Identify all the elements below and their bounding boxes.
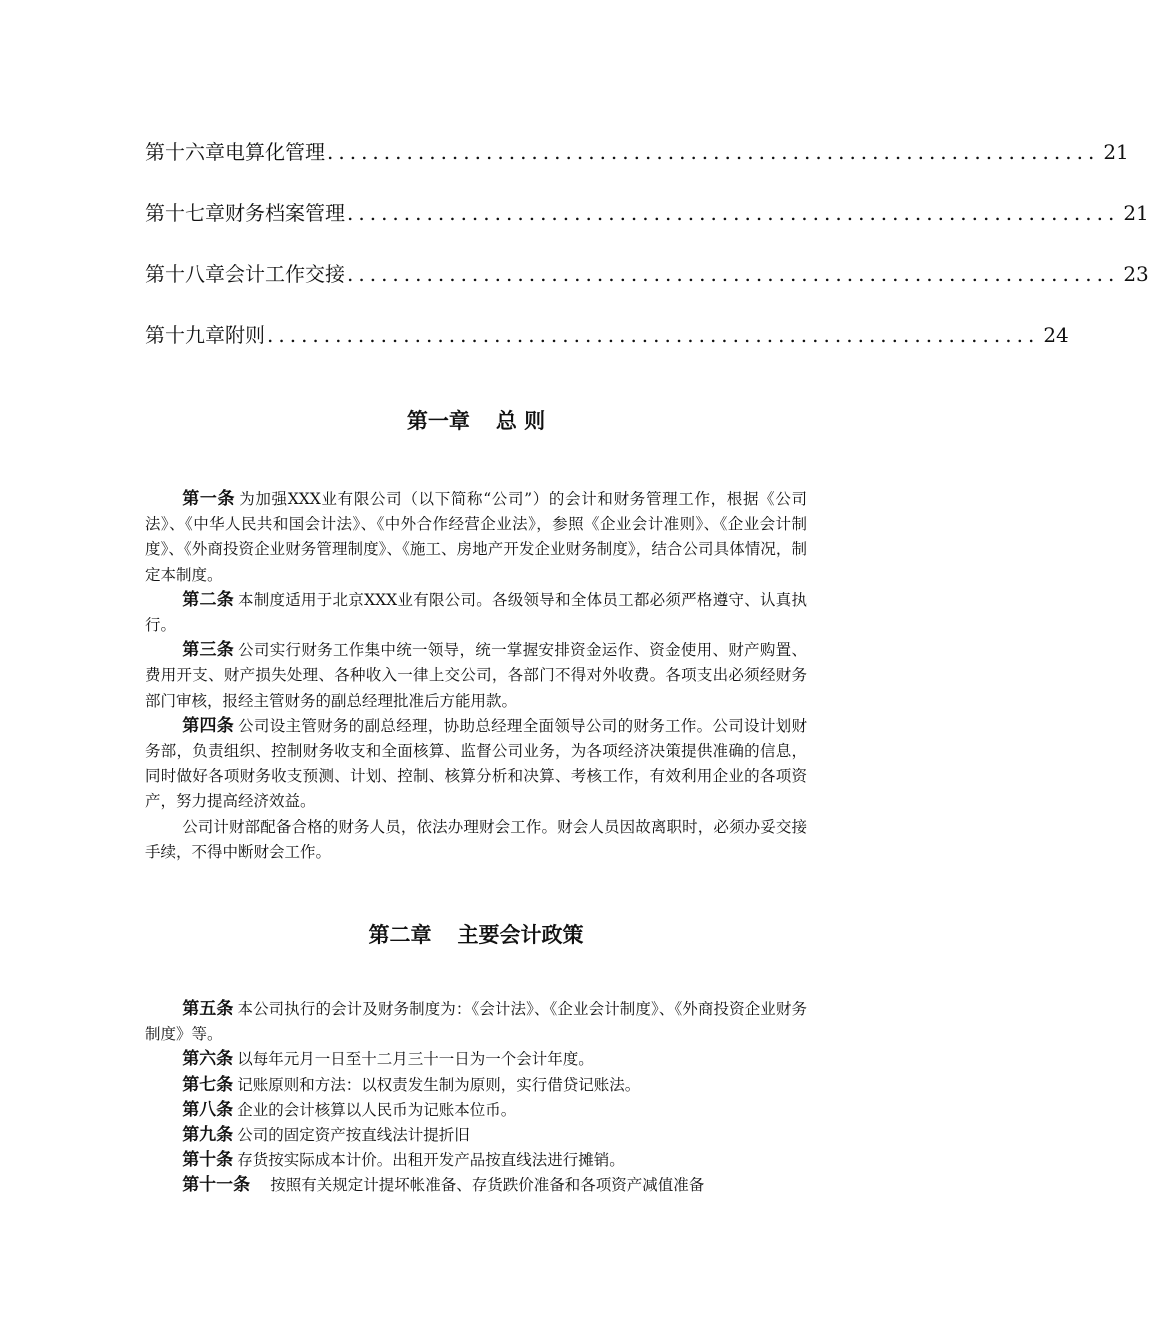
article-text: 为加强XXX业有限公司（以下简称“公司”）的会计和财务管理工作，根据《公司法》、《中华人民共和国会计法》、《中外合作经营企业法》，参照《企业会计准则》、《企业会计制度》、《外商投资企业财务管理制度》、《施工、房地产开发企业财务制度》，结合公司具体情况，制定本制度。 xyxy=(145,490,807,584)
article-paragraph xyxy=(145,1073,807,1098)
article-label: 第四条 xyxy=(182,715,235,736)
article-paragraph xyxy=(145,588,807,638)
toc-chapter-number: 第十七章 xyxy=(145,201,225,225)
chapter-number: 第二章 xyxy=(368,922,432,947)
toc-page-number: 23 xyxy=(1123,262,1149,286)
toc-page-number: 21 xyxy=(1123,201,1149,225)
toc-chapter-number: 第十九章 xyxy=(145,323,225,347)
article-paragraph xyxy=(145,1148,807,1173)
chapter-title: 主要会计政策 xyxy=(457,922,584,947)
chapter-body xyxy=(145,487,807,865)
toc-dot-leader: .................................................................... xyxy=(267,323,1040,347)
article-label: 第八条 xyxy=(182,1099,234,1120)
chapter-heading xyxy=(145,920,807,950)
toc-chapter-title: 电算化管理 xyxy=(225,140,325,164)
toc-chapter-number: 第十八章 xyxy=(145,262,225,286)
toc-chapter-title: 附则 xyxy=(225,323,265,347)
article-text: 企业的会计核算以人民币为记账本位币。 xyxy=(237,1100,517,1119)
toc-dot-leader: .................................................................... xyxy=(327,140,1100,164)
toc-dot-leader: .................................................................... xyxy=(347,262,1120,286)
article-label: 第三条 xyxy=(182,640,235,661)
toc-entry[interactable] xyxy=(145,256,1149,317)
article-text: 记账原则和方法：以权责发生制为原则，实行借贷记账法。 xyxy=(237,1075,641,1094)
chapter-body xyxy=(145,997,807,1199)
article-paragraph xyxy=(145,1047,807,1072)
toc-dot-leader: .................................................................... xyxy=(347,201,1120,225)
article-paragraph xyxy=(145,815,807,865)
table-of-contents xyxy=(145,134,1149,378)
article-paragraph xyxy=(145,1098,807,1123)
article-text: 以每年元月一日至十二月三十一日为一个会计年度。 xyxy=(237,1050,594,1069)
article-text: 存货按实际成本计价。出租开发产品按直线法进行摊销。 xyxy=(237,1151,625,1170)
article-text: 本公司执行的会计及财务制度为：《会计法》、《企业会计制度》、《外商投资企业财务制度》等。 xyxy=(145,1000,807,1044)
article-label: 第六条 xyxy=(182,1049,234,1070)
chapter-heading xyxy=(145,406,807,436)
toc-entry[interactable] xyxy=(145,134,1129,195)
article-label: 第十条 xyxy=(182,1150,234,1171)
article-label: 第七条 xyxy=(182,1074,234,1095)
article-label: 第十一条 xyxy=(182,1175,251,1196)
article-label: 第二条 xyxy=(182,589,234,610)
article-label: 第五条 xyxy=(182,999,234,1019)
article-text: 公司实行财务工作集中统一领导，统一掌握安排资金运作、资金使用、财产购置、费用开支、财产损失处理、各种收入一律上交公司，各部门不得对外收费。各项支出必须经财务部门审核，报经主管财务的副总经理批准后方能用款。 xyxy=(145,641,807,710)
toc-entry[interactable] xyxy=(145,195,1149,256)
article-paragraph xyxy=(145,1173,807,1198)
article-text: 本制度适用于北京XXX业有限公司。各级领导和全体员工都必须严格遵守、认真执行。 xyxy=(145,590,808,635)
article-paragraph xyxy=(145,714,807,815)
article-paragraph xyxy=(145,487,807,588)
toc-page-number: 24 xyxy=(1043,323,1069,347)
toc-chapter-title: 会计工作交接 xyxy=(225,262,345,286)
article-text: 公司设主管财务的副总经理，协助总经理全面领导公司的财务工作。公司设计划财务部，负责组织、控制财务收支和全面核算、监督公司业务，为各项经济决策提供准确的信息，同时做好各项财务收支预测、计划、控制、核算分析和决算、考核工作，有效利用企业的各项资产，努力提高经济效益。 xyxy=(145,716,807,811)
article-paragraph xyxy=(145,1123,807,1148)
toc-page-number: 21 xyxy=(1103,140,1129,164)
article-label: 第九条 xyxy=(182,1125,234,1146)
toc-chapter-number: 第十六章 xyxy=(145,140,225,164)
article-paragraph xyxy=(145,638,807,714)
article-text: 公司计财部配备合格的财务人员，依法办理财会工作。财会人员因故离职时，必须办妥交接手续，不得中断财会工作。 xyxy=(145,817,807,861)
chapter-title: 总 则 xyxy=(495,408,546,433)
article-text: 公司的固定资产按直线法计提折旧 xyxy=(237,1126,470,1145)
toc-chapter-title: 财务档案管理 xyxy=(225,201,345,225)
toc-entry[interactable] xyxy=(145,317,1069,378)
article-paragraph xyxy=(145,997,807,1047)
article-text: 按照有关规定计提坏帐准备、存货跌价准备和各项资产减值准备 xyxy=(270,1176,705,1195)
chapter-number: 第一章 xyxy=(406,408,470,433)
article-label: 第一条 xyxy=(182,489,236,509)
